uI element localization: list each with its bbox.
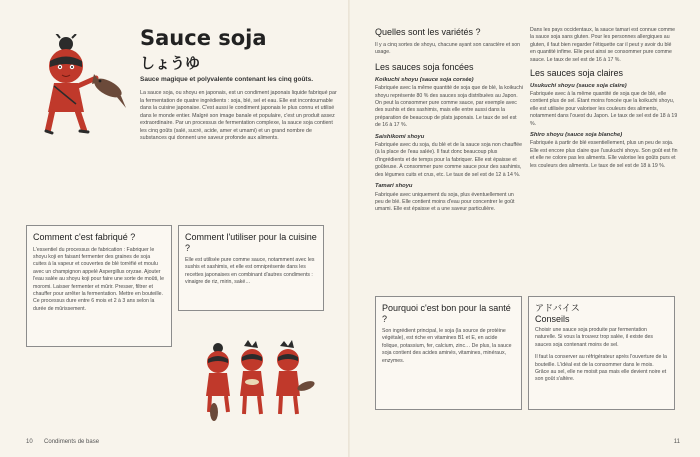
right-page [350, 0, 700, 457]
page-number-right: 11 [673, 439, 680, 445]
light-sauces-heading: Les sauces soja claires [530, 68, 624, 79]
advice-text-2: Il faut la conserver au réfrigérateur après l'ouverture de la bouteille. L'idéal est de la consommer dans le mois. Grâce au sel, elle ne moisit pas mais elle devient noire et son goût s'altère. [535, 354, 667, 383]
box-advice-heading [535, 303, 668, 324]
saishikomi-text: Fabriquée avec du soja, du blé et de la sauce soja non chauffée (à la place de l'eau salée). Il faut donc beaucoup plus d'ingrédients et de temps pour la fabriquer. Elle est épaisse et goûteuse. À consommer pure comme sauce pour des sashimis, des légumes cuits et crus, etc. Le taux de sel est de 12 à 14 %. [375, 142, 522, 178]
koikuchi-text: Fabriquée avec la même quantité de soja que de blé, la koikuchi shoyu représente 80 % des sauces soja distribuées au Japon. On peut la consommer pure comme sauce, par exemple avec des sushis et des sashimis, mais elle entre aussi dans la préparation de beaucoup de plats japonais. Le taux de sel est de 16 à 17 %. [375, 85, 523, 129]
tamari-text: Fabriquée avec uniquement du soja, plus éventuellement un peu de blé. Elle contient moins d'eau pour concentrer le goût umami. Elle est épaisse et a une saveur particulière. [375, 191, 515, 213]
koikuchi-title: Koikuchi shoyu (sauce soja corsée) [375, 76, 474, 83]
box-health-text: Son ingrédient principal, le soja (la source de protéine végétale), est riche en vitamines B1 et E, en acide folique, potassium, fer, calcium, zinc… De plus, la sauce soja contient des acides aminés, vitamines, minéraux, enzymes. [382, 328, 512, 364]
column-light-sauces [530, 27, 678, 173]
box-health [375, 296, 522, 410]
box-advice [528, 296, 675, 410]
varieties-heading: Quelles sont les variétés ? [375, 27, 481, 37]
page-subtitle: Sauce magique et polyvalente contenant les cinq goûts. [140, 76, 314, 83]
shiro-text: Fabriquée à partir de blé essentiellement, plus un peu de soja. Elle est encore plus claire que l'usukuchi shoyu. Son goût est fin et elle ne colore pas les aliments. Elle valorise les goûts purs et les couleurs des aliments. Le taux de sel est de 18 à 19 %. [530, 140, 678, 169]
box-how-made [26, 225, 172, 347]
tamari-title: Tamari shoyu [375, 183, 413, 190]
advice-heading-label: Conseils [535, 313, 570, 324]
page-title-japanese: しょうゆ [140, 54, 201, 72]
box-how-to-use [178, 225, 324, 311]
three-characters-illustration [200, 340, 320, 422]
intro-paragraph: La sauce soja, ou shoyu en japonais, est un condiment japonais liquide fabriqué par la fermentation de quatre ingrédients : soja, blé, sel et eau. Elle est incontournable dans la cuisine japonaise. C'est aussi le condiment japonais le plus connu et utilisé dans le monde entier. Malgré son image banale et populaire, c'est un produit assez extraordinaire. Par un processus de fermentation complexe, la sauce soja contient les cinq goûts (salé, sucré, acide, amer et umami) et un grand nombre de substances qui donnent une saveur profonde aux aliments. [140, 90, 337, 141]
page-title: Sauce soja [140, 26, 267, 50]
tamari-continued-text: Dans les pays occidentaux, la sauce tamari est connue comme la sauce soja sans gluten. Pour les personnes allergiques au gluten, il faut bien regarder l'étiquette car il peut y avoir du blé en quantité infime. Elle peut ainsi se consommer pure comme sauce. Le taux de sel est de 16 à 17 %. [530, 27, 676, 63]
box-health-heading: Pourquoi c'est bon pour la santé ? [382, 303, 511, 324]
footer-left [26, 439, 99, 445]
section-name: Condiments de base [44, 439, 100, 445]
dark-sauces-heading: Les sauces soja foncées [375, 62, 474, 73]
advice-heading-japanese: アドバイス [535, 303, 580, 313]
usukuchi-title: Usukuchi shoyu (sauce soja claire) [530, 82, 627, 89]
saishikomi-title: Saishikomi shoyu [375, 133, 425, 140]
column-varieties [375, 27, 523, 217]
varieties-text: Il y a cinq sortes de shoyu, chacune ayant son caractère et son usage. [375, 41, 521, 55]
box-how-made-text: L'essentiel du processus de fabrication : Fabriquer le shoyu koji en faisant fermenter des graines de soja cuites à la vapeur et couvertes de blé torréfié et moulu avec un champignon appelé Aspergillus oryzae. Ajouter l'eau salée au shoyu koji pour faire une sorte de moûti, le moromi. Laisser fermenter et mûrir. Presser, filtrer et chauffer pour arrêter la fermentation. Mettre en bouteille. Ce processus dure entre 6 mois et 2 à 3 ans selon la durée de mûrissement. [33, 246, 165, 312]
usukuchi-text: Fabriquée avec à la même quantité de soja que de blé, elle contient plus de sel. Étant moins foncée que la koikuchi shoyu, elle est utilisée pour valoriser les couleurs des aliments, notamment dans l'ouest du Japon. Le taux de sel est de 18 à 19 %. [530, 90, 678, 127]
shiro-title: Shiro shoyu (sauce soja blanche) [530, 131, 623, 138]
box-how-to-use-text: Elle est utilisée pure comme sauce, notamment avec les sushis et sashimis, et elle est omniprésente dans les recettes japonaises en combinant d'autres condiments : vinaigre de riz, mirin, saké… [185, 257, 315, 286]
ninja-with-fish-illustration [38, 34, 128, 139]
advice-text-1: Choisir une sauce soja produite par fermentation naturelle. Si vous la trouvez trop salée, il existe des sauces soja contenant moins de sel. [535, 327, 653, 348]
box-how-to-use-heading: Comment l'utiliser pour la cuisine ? [185, 232, 317, 253]
page-number-left: 10 [26, 439, 33, 445]
box-how-made-heading: Comment c'est fabriqué ? [33, 232, 136, 242]
